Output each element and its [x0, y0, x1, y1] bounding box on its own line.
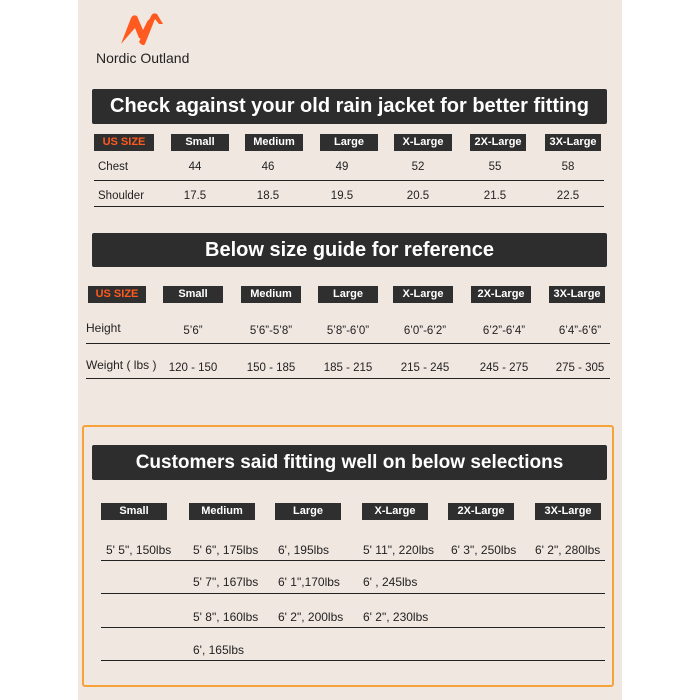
table-cell: 150 - 185 — [246, 362, 296, 374]
row-divider — [86, 378, 610, 379]
brand-logo-icon — [117, 10, 167, 50]
row-label: Chest — [98, 161, 129, 173]
brand-name: Nordic Outland — [96, 50, 190, 66]
table-cell: 215 - 245 — [400, 362, 450, 374]
table-cell: 22.5 — [556, 190, 580, 202]
customer-entry: 5' 7", 167lbs — [193, 575, 259, 589]
customer-entry: 6', 195lbs — [278, 543, 329, 557]
size-header: 2X-Large — [448, 503, 514, 520]
customer-entry: 6', 165lbs — [193, 643, 244, 657]
customer-entry: 6' 2", 230lbs — [363, 610, 429, 624]
size-header: Small — [101, 503, 167, 520]
us-size-label: US SIZE — [94, 134, 154, 151]
table-cell: 52 — [411, 161, 425, 173]
row-label: Height — [86, 321, 121, 335]
customer-entry: 5' 5", 150lbs — [106, 543, 172, 557]
size-header: 2X-Large — [471, 286, 531, 303]
row-divider — [101, 593, 605, 594]
table-cell: 120 - 150 — [168, 362, 218, 374]
table1-title: Check against your old rain jacket for better fitting — [92, 89, 607, 124]
size-header: 3X-Large — [535, 503, 601, 520]
table-cell: 6’2”-6’4” — [482, 325, 526, 337]
size-header: X-Large — [393, 286, 453, 303]
customer-entry: 6' 2", 200lbs — [278, 610, 344, 624]
size-header: Large — [318, 286, 378, 303]
row-divider — [101, 560, 605, 561]
row-divider — [94, 180, 604, 181]
customer-entry: 6' 3", 250lbs — [451, 543, 517, 557]
table-cell: 44 — [188, 161, 202, 173]
customer-entry: 6' , 245lbs — [363, 575, 418, 589]
size-header: Large — [275, 503, 341, 520]
table-cell: 5’8”-6’0” — [326, 325, 370, 337]
table-cell: 46 — [261, 161, 275, 173]
size-header: Large — [320, 134, 378, 151]
table-cell: 6’4”-6’6” — [558, 325, 602, 337]
size-header: 3X-Large — [545, 134, 601, 151]
size-header: Medium — [245, 134, 303, 151]
row-divider — [86, 343, 610, 344]
us-size-label: US SIZE — [88, 286, 146, 303]
table-cell: 18.5 — [256, 190, 280, 202]
table-cell: 245 - 275 — [479, 362, 529, 374]
customers-title: Customers said fitting well on below selections — [92, 445, 607, 480]
customer-entry: 5' 11", 220lbs — [363, 543, 435, 557]
size-header: Small — [163, 286, 223, 303]
row-divider — [101, 660, 605, 661]
size-header: Medium — [189, 503, 255, 520]
size-header: Medium — [241, 286, 301, 303]
table-cell: 6’0”-6’2” — [403, 325, 447, 337]
table-cell: 21.5 — [483, 190, 507, 202]
table-cell: 17.5 — [183, 190, 207, 202]
customer-entry: 5' 6", 175lbs — [193, 543, 259, 557]
size-header: X-Large — [362, 503, 428, 520]
table-cell: 19.5 — [330, 190, 354, 202]
table-cell: 275 - 305 — [555, 362, 605, 374]
customer-entry: 6' 1",170lbs — [278, 575, 340, 589]
customer-entry: 5' 8", 160lbs — [193, 610, 259, 624]
table2-title: Below size guide for reference — [92, 233, 607, 267]
size-header: X-Large — [394, 134, 452, 151]
row-divider — [94, 206, 604, 207]
size-header: 3X-Large — [549, 286, 605, 303]
table-cell: 49 — [335, 161, 349, 173]
row-divider — [101, 627, 605, 628]
table-cell: 20.5 — [406, 190, 430, 202]
row-label: Weight ( lbs ) — [86, 358, 157, 372]
table-cell: 55 — [488, 161, 502, 173]
row-label: Shoulder — [98, 190, 145, 202]
table-cell: 5’6”-5’8” — [249, 325, 293, 337]
size-header: Small — [171, 134, 229, 151]
table-cell: 58 — [561, 161, 575, 173]
size-header: 2X-Large — [470, 134, 526, 151]
table-cell: 185 - 215 — [323, 362, 373, 374]
table-cell: 5’6” — [183, 325, 203, 337]
customer-entry: 6' 2", 280lbs — [535, 543, 601, 557]
